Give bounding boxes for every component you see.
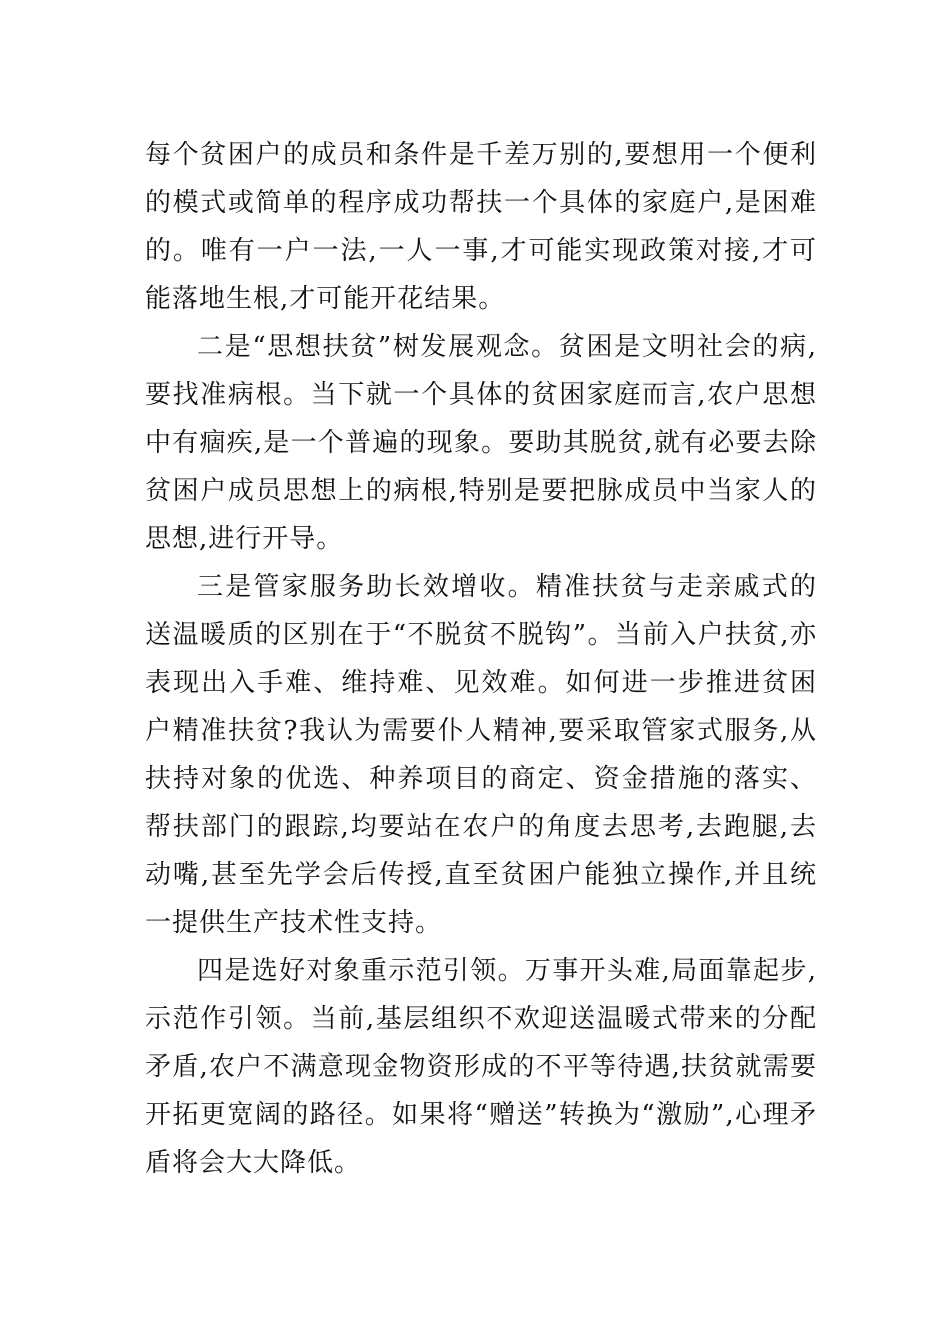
paragraph-thought-poverty: 二是“思想扶贫”树发展观念。贫困是文明社会的病,要找准病根。当下就一个具体的贫困家庭而言,农户思想中有痼疾,是一个普遍的现象。要助其脱贫,就有必要去除贫困户成员思想上的病根,特别是要把脉成员中当家人的思想,进行开导。	[145, 332, 817, 554]
paragraph-demonstration: 四是选好对象重示范引领。万事开头难,局面靠起步,示范作引领。当前,基层组织不欢迎送温暖式带来的分配矛盾,农户不满意现金物资形成的不平等待遇,扶贫就需要开拓更宽阔的路径。如果将“赠送”转换为“激励”,心理矛盾将会大大降低。	[145, 956, 817, 1178]
paragraph-continuation: 每个贫困户的成员和条件是千差万别的,要想用一个便利的模式或简单的程序成功帮扶一个具体的家庭户,是困难的。唯有一户一法,一人一事,才可能实现政策对接,才可能落地生根,才可能开花结果。	[145, 140, 817, 314]
document-page	[145, 131, 817, 1187]
paragraph-steward-service: 三是管家服务助长效增收。精准扶贫与走亲戚式的送温暖质的区别在于“不脱贫不脱钩”。当前入户扶贫,亦表现出入手难、维持难、见效难。如何进一步推进贫困户精准扶贫?我认为需要仆人精神,要采取管家式服务,从扶持对象的优选、种养项目的商定、资金措施的落实、帮扶部门的跟踪,均要站在农户的角度去思考,去跑腿,去动嘴,甚至先学会后传授,直至贫困户能独立操作,并且统一提供生产技术性支持。	[145, 572, 817, 938]
